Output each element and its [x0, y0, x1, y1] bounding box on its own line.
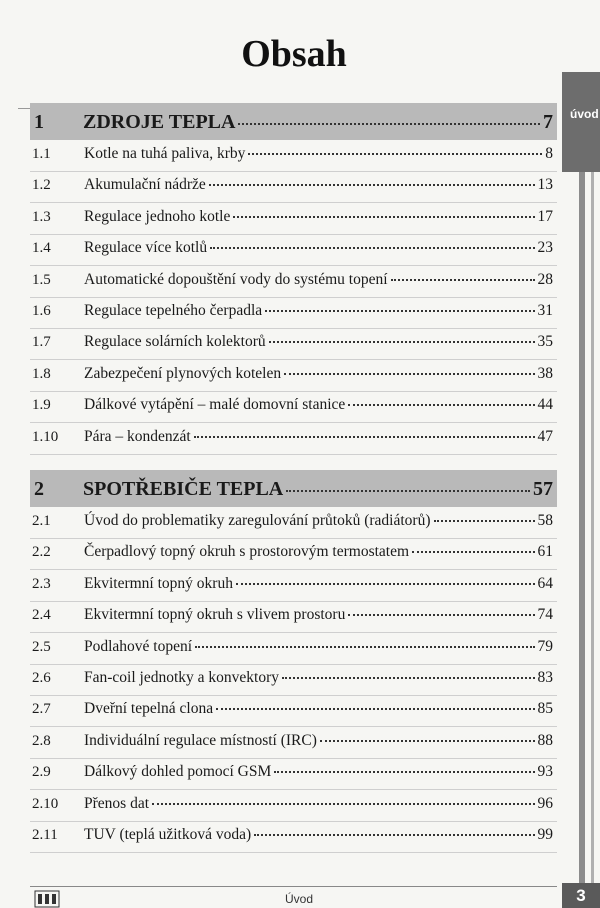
- section-heading[interactable]: [30, 103, 557, 140]
- dot-leader: [269, 340, 535, 343]
- entry-number: 1.2: [32, 177, 51, 194]
- side-tab-label: úvod: [570, 107, 599, 121]
- section-title: SPOTŘEBIČE TEPLA: [83, 478, 284, 500]
- entry-page: 79: [537, 637, 553, 655]
- toc-entry[interactable]: [30, 539, 557, 570]
- entry-title: Regulace solárních kolektorů: [84, 333, 266, 351]
- toc-entry[interactable]: [30, 141, 557, 172]
- entry-title-row: [84, 333, 553, 351]
- entry-page: 28: [537, 270, 553, 288]
- dot-leader: [152, 802, 534, 805]
- entry-title-row: [84, 543, 553, 561]
- dot-leader: [233, 215, 534, 218]
- entry-number: 1.10: [32, 428, 59, 445]
- entry-number: 1.5: [32, 271, 51, 288]
- entry-page: 74: [537, 606, 553, 624]
- entry-title-row: [84, 428, 553, 446]
- entry-title: Kotle na tuhá paliva, krby: [84, 145, 246, 162]
- dot-leader: [216, 707, 534, 710]
- toc-entry[interactable]: [30, 424, 557, 455]
- entry-number: 1.4: [32, 240, 51, 257]
- toc-entry[interactable]: [30, 508, 557, 539]
- entry-title-row: [84, 208, 553, 226]
- toc-entry[interactable]: [30, 791, 557, 822]
- entry-page: 61: [537, 543, 553, 561]
- entry-page: 47: [537, 427, 553, 445]
- top-rule: [18, 108, 30, 109]
- dot-leader: [238, 122, 540, 125]
- entry-number: 2.5: [32, 638, 51, 655]
- entry-page: 44: [537, 396, 553, 414]
- entry-page: 93: [537, 763, 553, 781]
- toc-entry[interactable]: [30, 267, 557, 298]
- entry-title-row: [84, 239, 553, 257]
- toc-entry[interactable]: [30, 392, 557, 423]
- entry-number: 2.2: [32, 544, 51, 561]
- entry-page: 35: [537, 333, 553, 351]
- dot-leader: [286, 489, 530, 492]
- entry-title-row: [84, 176, 553, 194]
- dot-leader: [248, 152, 542, 155]
- toc-entry[interactable]: [30, 759, 557, 790]
- section-title: ZDROJE TEPLA: [83, 111, 236, 133]
- entry-title: Dálkové vytápění – malé domovní stanice: [84, 396, 346, 414]
- entry-number: 1.9: [32, 397, 51, 414]
- entry-title: Fan-coil jednotky a konvektory: [84, 669, 279, 686]
- toc-entry[interactable]: [30, 361, 557, 392]
- toc-entry[interactable]: [30, 298, 557, 329]
- dot-leader: [434, 519, 535, 522]
- entry-number: 1.8: [32, 365, 51, 382]
- entry-page: 85: [537, 700, 553, 718]
- footer-rule: [30, 886, 557, 887]
- dot-leader: [282, 676, 535, 679]
- entry-title: Ekvitermní topný okruh: [84, 574, 233, 592]
- entry-title: Podlahové topení: [84, 637, 193, 655]
- toc-entry[interactable]: [30, 634, 557, 665]
- entry-title-row: [84, 826, 553, 844]
- dot-leader: [348, 613, 534, 616]
- entry-page: 13: [537, 176, 553, 194]
- dot-leader: [265, 309, 534, 312]
- entry-page: 83: [537, 669, 553, 686]
- toc-entry[interactable]: [30, 822, 557, 853]
- entry-title-row: [84, 365, 553, 383]
- row-divider: [30, 852, 557, 853]
- dot-leader: [209, 183, 535, 186]
- entry-page: 31: [537, 302, 553, 319]
- entry-title: Regulace jednoho kotle: [84, 207, 231, 225]
- entry-title: Dálkový dohled pomocí GSM: [84, 763, 272, 781]
- entry-title: Individuální regulace místností (IRC): [84, 731, 317, 749]
- entry-page: 64: [537, 574, 553, 592]
- side-stripe: [579, 172, 585, 887]
- entry-title-row: [84, 700, 553, 718]
- entry-title-row: [84, 271, 553, 289]
- dot-leader: [284, 372, 534, 375]
- entry-title-row: [84, 763, 553, 781]
- footer-label: Úvod: [285, 892, 314, 906]
- dot-leader: [236, 582, 535, 585]
- entry-number: 2.3: [32, 575, 51, 592]
- publisher-logo-icon: [34, 890, 60, 908]
- toc-entry[interactable]: [30, 602, 557, 633]
- toc-entry[interactable]: [30, 696, 557, 727]
- entry-number: 1.3: [32, 208, 51, 225]
- toc-entry[interactable]: [30, 329, 557, 360]
- entry-title: Regulace tepelného čerpadla: [84, 302, 263, 319]
- dot-leader: [320, 739, 535, 742]
- entry-number: 2.9: [32, 764, 51, 781]
- entry-number: 2.7: [32, 701, 51, 718]
- section-title-row: [83, 478, 553, 501]
- entry-page: 88: [537, 731, 553, 749]
- entry-number: 2.1: [32, 513, 51, 529]
- dot-leader: [194, 435, 535, 438]
- dot-leader: [274, 770, 534, 773]
- entry-title: Úvod do problematiky zaregulování průtoků (radiátorů): [84, 512, 431, 529]
- entry-number: 1.6: [32, 303, 51, 319]
- entry-title: Dveřní tepelná clona: [84, 700, 214, 718]
- toc-entry[interactable]: [30, 172, 557, 203]
- entry-number: 2.10: [32, 795, 59, 812]
- entry-page: 23: [537, 239, 553, 257]
- entry-title-row: [84, 512, 553, 530]
- entry-title: Zabezpečení plynových kotelen: [84, 364, 282, 382]
- entry-title: Ekvitermní topný okruh s vlivem prostoru: [84, 606, 346, 624]
- entry-title-row: [84, 669, 553, 687]
- entry-number: 1.1: [32, 146, 51, 162]
- section-heading[interactable]: [30, 470, 557, 507]
- entry-title-row: [84, 795, 553, 813]
- toc-entry[interactable]: [30, 235, 557, 266]
- row-divider: [30, 454, 557, 455]
- entry-number: 2.8: [32, 732, 51, 749]
- section-number: 1: [34, 111, 44, 133]
- section-title-row: [83, 111, 553, 134]
- entry-title: Akumulační nádrže: [84, 176, 206, 194]
- entry-number: 2.11: [32, 827, 58, 843]
- entry-title: Přenos dat: [84, 794, 150, 812]
- entry-title: Automatické dopouštění vody do systému topení: [84, 270, 388, 288]
- entry-title-row: [84, 145, 553, 163]
- entry-number: 1.7: [32, 334, 51, 351]
- entry-title: Regulace více kotlů: [84, 239, 208, 257]
- dot-leader: [391, 278, 535, 281]
- entry-title-row: [84, 396, 553, 414]
- entry-title-row: [84, 575, 553, 593]
- dot-leader: [210, 246, 534, 249]
- entry-page: 58: [537, 512, 553, 529]
- dot-leader: [412, 550, 534, 553]
- section-number: 2: [34, 478, 44, 500]
- entry-page: 8: [545, 145, 553, 162]
- entry-title: TUV (teplá užitková voda): [84, 826, 252, 843]
- chapter-side-tab: [562, 72, 600, 172]
- toc-entry[interactable]: [30, 665, 557, 696]
- page-number: 3: [562, 883, 600, 908]
- dot-leader: [348, 403, 534, 406]
- toc-entry[interactable]: [30, 204, 557, 235]
- dot-leader: [254, 833, 534, 836]
- entry-title-row: [84, 606, 553, 624]
- entry-title-row: [84, 638, 553, 656]
- side-stripe-thin: [591, 172, 594, 887]
- toc-entry[interactable]: [30, 571, 557, 602]
- toc-entry[interactable]: [30, 728, 557, 759]
- entry-page: 17: [537, 207, 553, 225]
- page-title: Obsah: [241, 33, 347, 75]
- entry-title: Pára – kondenzát: [84, 427, 191, 445]
- entry-number: 2.6: [32, 670, 51, 686]
- entry-title-row: [84, 732, 553, 750]
- entry-number: 2.4: [32, 607, 51, 624]
- entry-page: 99: [537, 826, 553, 843]
- entry-title: Čerpadlový topný okruh s prostorovým termostatem: [84, 543, 410, 561]
- entry-page: 96: [537, 794, 553, 812]
- entry-title-row: [84, 302, 553, 320]
- dot-leader: [195, 645, 534, 648]
- section-page: 57: [533, 478, 553, 500]
- section-page: 7: [543, 111, 553, 133]
- entry-page: 38: [537, 364, 553, 382]
